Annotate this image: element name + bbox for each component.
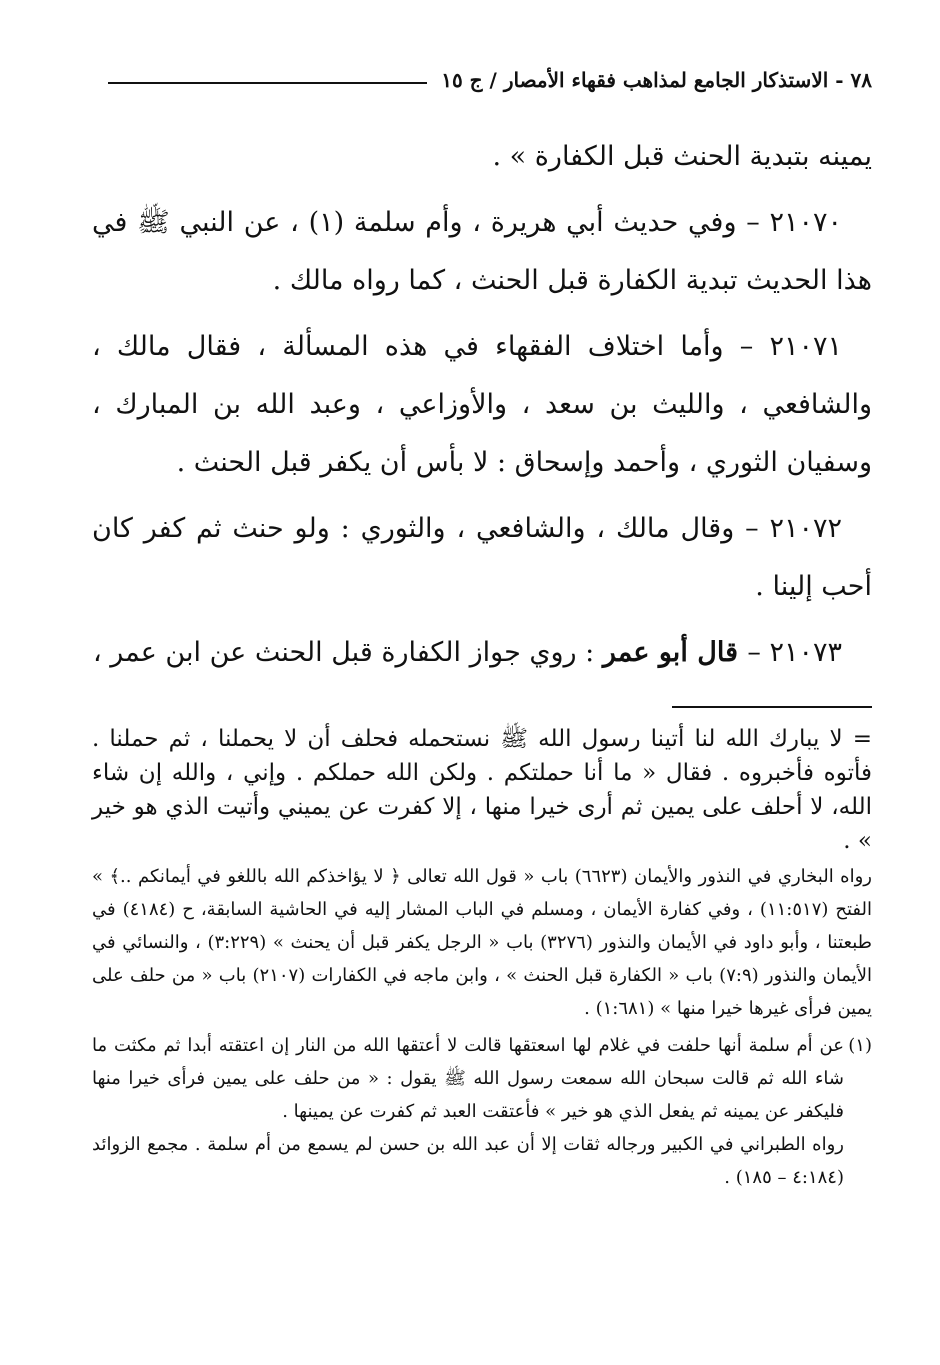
paragraph-lead: قال أبو عمر (602, 637, 748, 668)
paragraph-text: وأما اختلاف الفقهاء في هذه المسألة ، فقال مالك ، والشافعي ، والليث بن سعد ، والأوزاعي ، وعبد الله بن المبارك ، وسفيان الثوري ، وأحمد وإسحاق : لا بأس أن يكفر قبل الحنث . (92, 331, 872, 478)
footnote-1-source: رواه الطبراني في الكبير ورجاله ثقات إلا أن عبد الله بن حسن لم يسمع من أم سلمة . مجمع الزوائد (٤:١٨٤ – ١٨٥) . (92, 1134, 844, 1188)
paragraph-text: : روي جواز الكفارة قبل الحنث عن ابن عمر ، (92, 637, 603, 668)
paragraph-text: وفي حديث أبي هريرة ، وأم سلمة (١) ، عن النبي ﷺ في هذا الحديث تبدية الكفارة قبل الحنث ، كما رواه مالك . (92, 207, 872, 296)
paragraph-text: وقال مالك ، والشافعي ، والثوري : ولو حنث ثم كفر كان أحب إلينا . (92, 513, 872, 602)
footnote-continuation: = لا يبارك الله لنا أتينا رسول الله ﷺ نستحمله فحلف أن لا يحملنا ، ثم حملنا . فأتوه فأخبروه . فقال « ما أنا حملتكم . ولكن الله حملكم . وإني ، والله إن شاء الله، لا أحلف على يمين ثم أرى خيرا منها ، إلا كفرت عن يميني وأتيت الذي هو خير » . (92, 726, 872, 854)
footnote-text: عن أم سلمة أنها حلفت في غلام لها اسعتقها قالت لا أعتقها الله من النار إن اعتقته أبدا ثم مكثت ما شاء الله ثم قالت سبحان الله سمعت رسول الله ﷺ يقول : « من حلف على يمين فرأى خيرا منها فليكفر عن يمينه ثم يفعل الذي هو خير » فأعتقت العبد ثم كفرت عن يمينها . (92, 1035, 844, 1122)
running-header (108, 60, 872, 100)
continuation-line: يمينه بتبدية الحنث قبل الكفارة » . (492, 141, 872, 172)
footnote-separator (672, 706, 872, 708)
paragraph-21072 (92, 500, 872, 616)
main-text (92, 128, 872, 690)
paragraph-21073 (92, 624, 872, 682)
paragraph-21070 (92, 194, 872, 310)
header-rule (108, 82, 427, 84)
footnote-citation: رواه البخاري في النذور والأيمان (٦٦٢٣) باب « قول الله تعالى ﴿ لا يؤاخذكم الله باللغو في أيمانكم ..﴾ » الفتح (١١:٥١٧) ، وفي كفارة الأيمان ، ومسلم في الباب المشار إليه في الحاشية السابقة، ح (٤١٨٤) في طبعتنا ، وأبو داود في الأيمان والنذور (٣٢٧٦) باب « الرجل يكفر قبل أن يحنث » (٣:٢٢٩) ، والنسائي في الأيمان والنذور (٧:٩) باب « الكفارة قبل الحنث » ، وابن ماجه في الكفارات (٢١٠٧) باب « من حلف على يمين فرأى غيرها خيرا منها » (١:٦٨١) . (92, 866, 872, 1019)
paragraph-number: ٢١٠٧٢ – (745, 513, 842, 544)
footnote-1 (92, 1029, 872, 1128)
footnotes (92, 722, 872, 1194)
paragraph-number: ٢١٠٧١ – (739, 331, 843, 362)
paragraph-21071 (92, 318, 872, 492)
paragraph-number: ٢١٠٧٣ – (747, 637, 842, 668)
footnote-marker: (١) (848, 1035, 872, 1056)
running-header-text: ٧٨ - الاستذكار الجامع لمذاهب فقهاء الأمصار / ج ١٥ (441, 68, 872, 92)
paragraph-number: ٢١٠٧٠ – (746, 207, 842, 238)
